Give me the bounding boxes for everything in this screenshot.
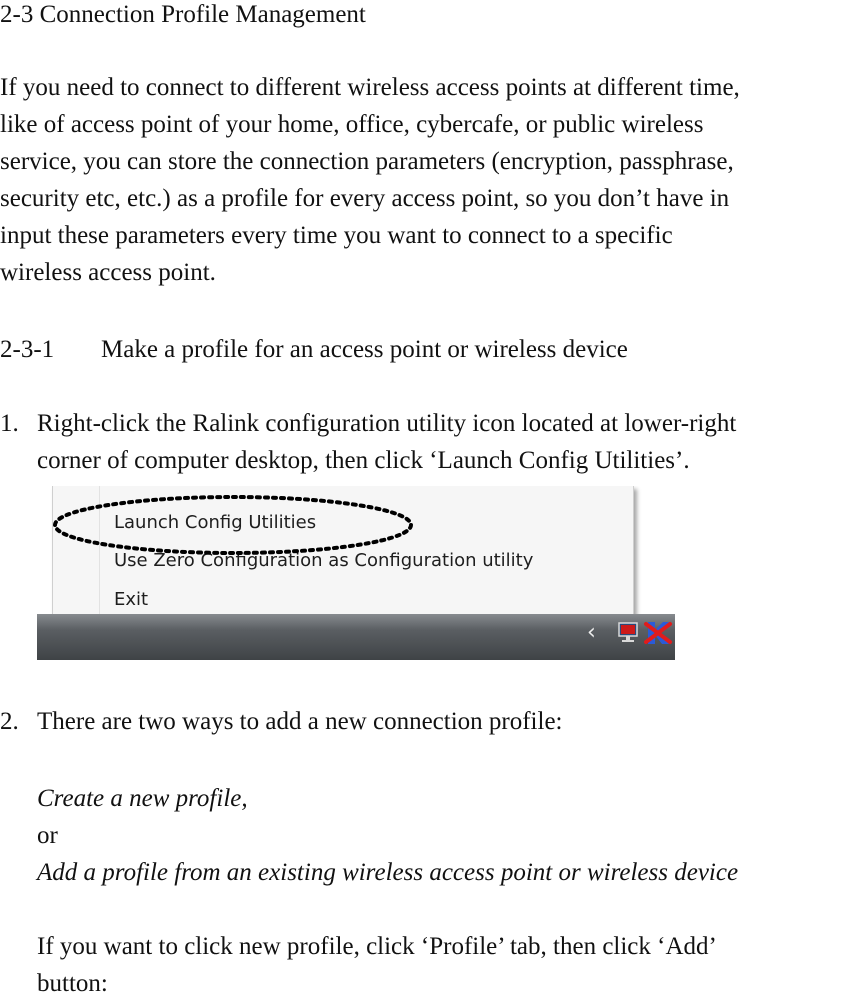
intro-line: input these parameters every time you want to connect to a specific: [0, 222, 673, 249]
subsection-title: Make a profile for an access point or wireless device: [101, 336, 628, 363]
step-number: 2.: [0, 708, 19, 735]
intro-line: security etc, etc.) as a profile for every access point, so you don’t have in: [0, 185, 730, 212]
section-heading: 2-3 Connection Profile Management: [0, 1, 366, 28]
subsection-number: 2-3-1: [0, 336, 55, 363]
tray-overflow-chevron-icon[interactable]: ‹: [587, 620, 596, 645]
intro-line: service, you can store the connection parameters (encryption, passphrase,: [0, 148, 734, 175]
context-menu-screenshot: [37, 486, 675, 660]
step-line: There are two ways to add a new connection profile:: [37, 708, 563, 735]
option-create-new-profile: Create a new profile,: [37, 785, 248, 812]
menu-item-use-zero-configuration[interactable]: Use Zero Configuration as Configuration utility: [114, 550, 534, 571]
taskbar: [37, 614, 675, 660]
intro-line: wireless access point.: [0, 259, 216, 286]
intro-line: If you need to connect to different wireless access points at different time,: [0, 74, 740, 101]
step-line: corner of computer desktop, then click ‘Launch Config Utilities’.: [37, 447, 690, 474]
step-line: Right-click the Ralink configuration utility icon located at lower-right: [37, 410, 737, 437]
instruction-line: If you want to click new profile, click ‘Profile’ tab, then click ‘Add’: [37, 933, 717, 960]
step-number: 1.: [0, 410, 19, 437]
option-or: or: [37, 822, 58, 849]
option-add-existing-profile: Add a profile from an existing wireless access point or wireless device: [37, 859, 739, 886]
intro-line: like of access point of your home, office, cybercafe, or public wireless: [0, 111, 704, 138]
instruction-line: button:: [37, 970, 108, 997]
ralink-utility-icon[interactable]: [643, 618, 673, 648]
highlight-ellipse: [37, 486, 675, 614]
menu-item-exit[interactable]: Exit: [114, 589, 149, 610]
network-status-icon[interactable]: [615, 620, 641, 646]
menu-item-launch-config-utilities[interactable]: Launch Config Utilities: [114, 512, 317, 533]
